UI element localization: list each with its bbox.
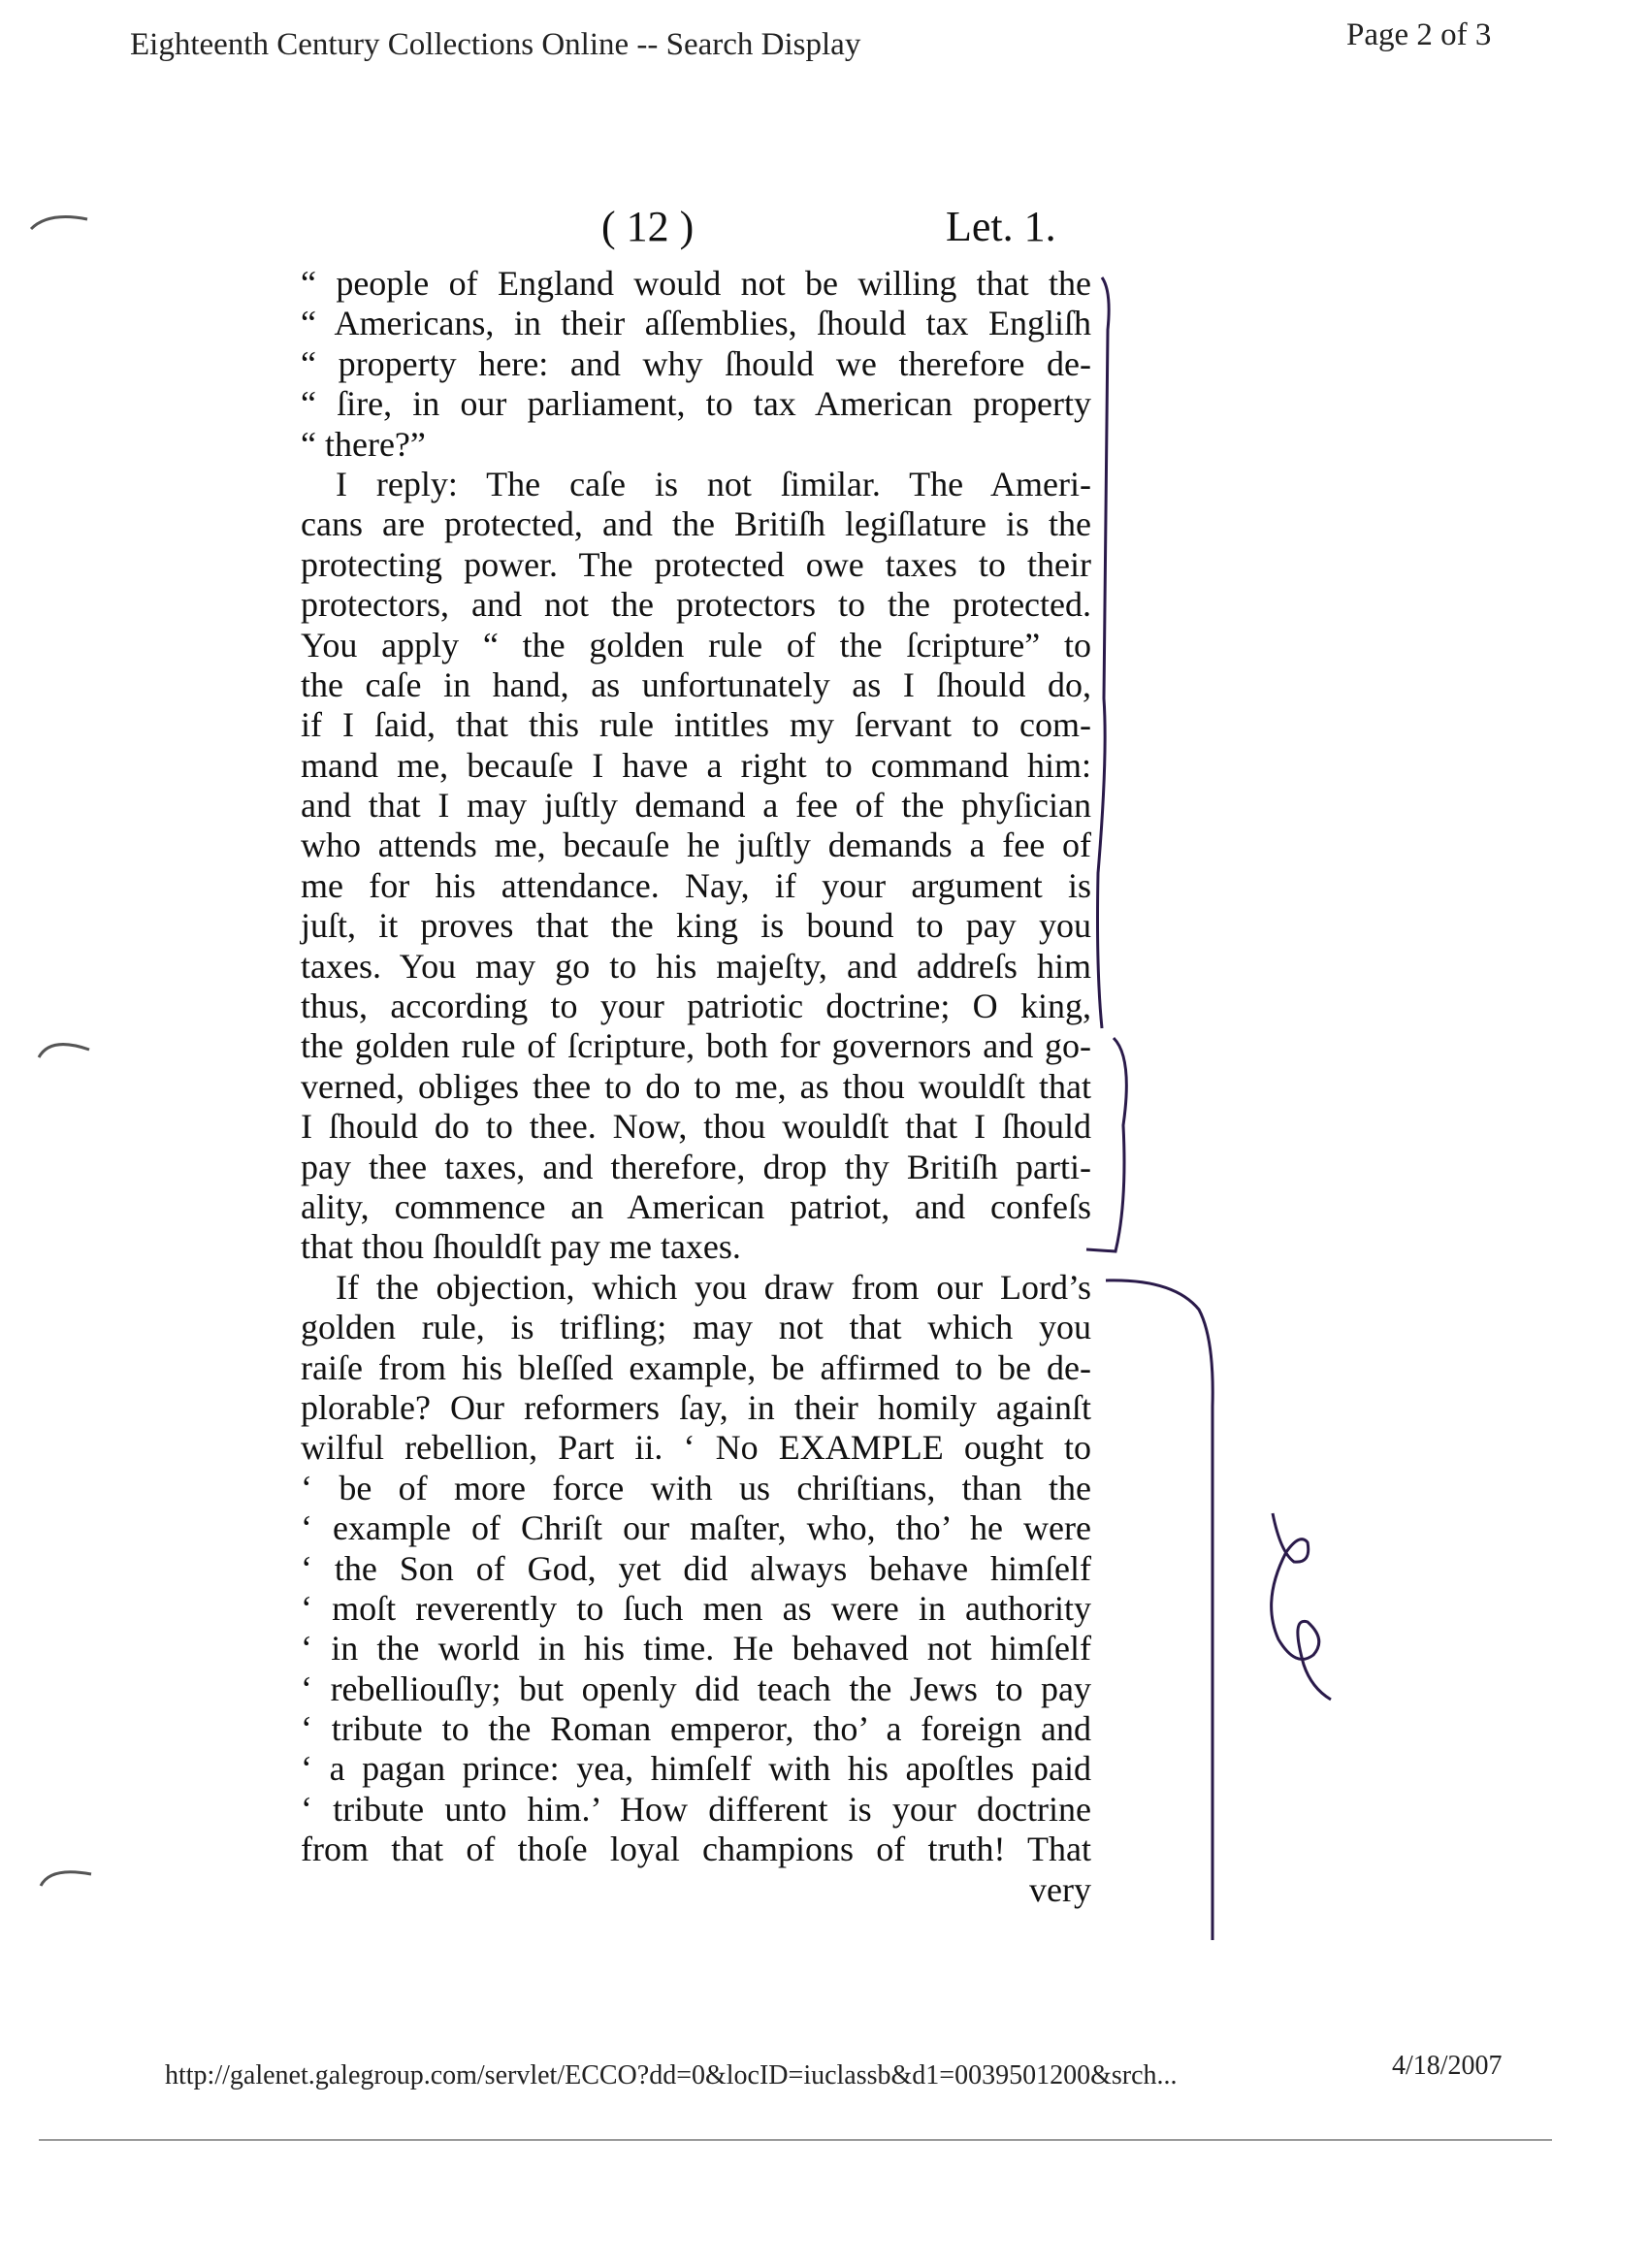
text-line: ‘ example of Chriſt our maſter, who, tho’ he were — [301, 1508, 1091, 1548]
text-line: and that I may juſtly demand a fee of the phyſician — [301, 786, 1091, 826]
margin-bracket-line — [1098, 277, 1110, 1028]
punch-hole-mark — [31, 217, 87, 229]
running-head — [601, 202, 1086, 260]
book-text — [301, 264, 1091, 1910]
text-line: protecting power. The protected owe taxes to their — [301, 544, 1091, 584]
text-line: “ people of England would not be willing that the — [301, 264, 1091, 303]
footer-url: http://galenet.galegroup.com/servlet/ECCO?dd=0&locID=iuclassb&d1=0039501200&srch... — [165, 2060, 1178, 2090]
text-line: ‘ moſt reverently to ſuch men as were in authority — [301, 1588, 1091, 1628]
text-line: thus, according to your patriotic doctrine; O king, — [301, 987, 1091, 1026]
text-line: ality, commence an American patriot, and confeſs — [301, 1186, 1091, 1226]
text-line: if I ſaid, that this rule intitles my ſervant to com- — [301, 705, 1091, 745]
text-line: “ ſire, in our parliament, to tax American property — [301, 384, 1091, 424]
text-line: wilful rebellion, Part ii. ‘ No EXAMPLE ought to — [301, 1428, 1091, 1468]
punch-hole-mark — [39, 1045, 89, 1057]
header-title: Eighteenth Century Collections Online -- Search Display — [130, 27, 861, 62]
text-line: I ſhould do to thee. Now, thou wouldſt that I ſhould — [301, 1107, 1091, 1147]
text-line: verned, obliges thee to do to me, as thou wouldſt that — [301, 1066, 1091, 1106]
header-page-number: Page 2 of 3 — [1346, 17, 1492, 52]
bottom-rule — [39, 2139, 1552, 2141]
letter-label: Let. 1. — [946, 203, 1056, 250]
text-line: me for his attendance. Nay, if your argument is — [301, 865, 1091, 905]
punch-hole-mark — [41, 1872, 91, 1886]
text-line: plorable? Our reformers ſay, in their homily againſt — [301, 1387, 1091, 1427]
text-line: “ there?” — [301, 424, 426, 464]
margin-bracket-line — [1106, 1280, 1212, 1940]
text-line: the golden rule of ſcripture, both for governors and go- — [301, 1026, 1091, 1066]
text-line: “ Americans, in their aſſemblies, ſhould tax Engliſh — [301, 304, 1091, 343]
text-line: “ property here: and why ſhould we therefore de- — [301, 343, 1091, 383]
handwritten-initial — [1272, 1513, 1331, 1700]
text-line: If the objection, which you draw from our Lord’s — [336, 1267, 1091, 1307]
text-line: ‘ a pagan prince: yea, himſelf with his apoſtles paid — [301, 1749, 1091, 1789]
margin-bracket-line — [1086, 1038, 1126, 1251]
text-line: cans are protected, and the Britiſh legiſlature is the — [301, 504, 1091, 544]
text-line: mand me, becauſe I have a right to command him: — [301, 745, 1091, 785]
text-line: You apply “ the golden rule of the ſcripture” to — [301, 625, 1091, 664]
text-line: juſt, it proves that the king is bound to pay you — [301, 906, 1091, 946]
text-line: the caſe in hand, as unfortunately as I ſhould do, — [301, 664, 1091, 704]
footer-date: 4/18/2007 — [1392, 2051, 1503, 2081]
text-line: ‘ in the world in his time. He behaved not himſelf — [301, 1629, 1091, 1669]
book-page-number: ( 12 ) — [601, 203, 695, 250]
text-line: ‘ tribute to the Roman emperor, tho’ a foreign and — [301, 1709, 1091, 1749]
text-line: taxes. You may go to his majeſty, and addreſs him — [301, 946, 1091, 986]
text-line: pay thee taxes, and therefore, drop thy Britiſh parti- — [301, 1147, 1091, 1186]
text-line: from that of thoſe loyal champions of truth! That — [301, 1830, 1091, 1869]
text-line: ‘ rebelliouſly; but openly did teach the Jews to pay — [301, 1669, 1091, 1708]
text-line: that thou ſhouldſt pay me taxes. — [301, 1227, 741, 1267]
text-line: ‘ tribute unto him.’ How different is your doctrine — [301, 1789, 1091, 1829]
text-line: very — [1029, 1869, 1091, 1909]
text-line: I reply: The caſe is not ſimilar. The Ameri- — [336, 464, 1091, 503]
text-line: ‘ the Son of God, yet did always behave himſelf — [301, 1548, 1091, 1588]
text-line: golden rule, is trifling; may not that which you — [301, 1308, 1091, 1347]
text-line: raiſe from his bleſſed example, be affirmed to be de- — [301, 1347, 1091, 1387]
text-line: ‘ be of more force with us chriſtians, than the — [301, 1468, 1091, 1507]
text-line: who attends me, becauſe he juſtly demands a fee of — [301, 826, 1091, 865]
text-line: protectors, and not the protectors to the protected. — [301, 585, 1091, 625]
